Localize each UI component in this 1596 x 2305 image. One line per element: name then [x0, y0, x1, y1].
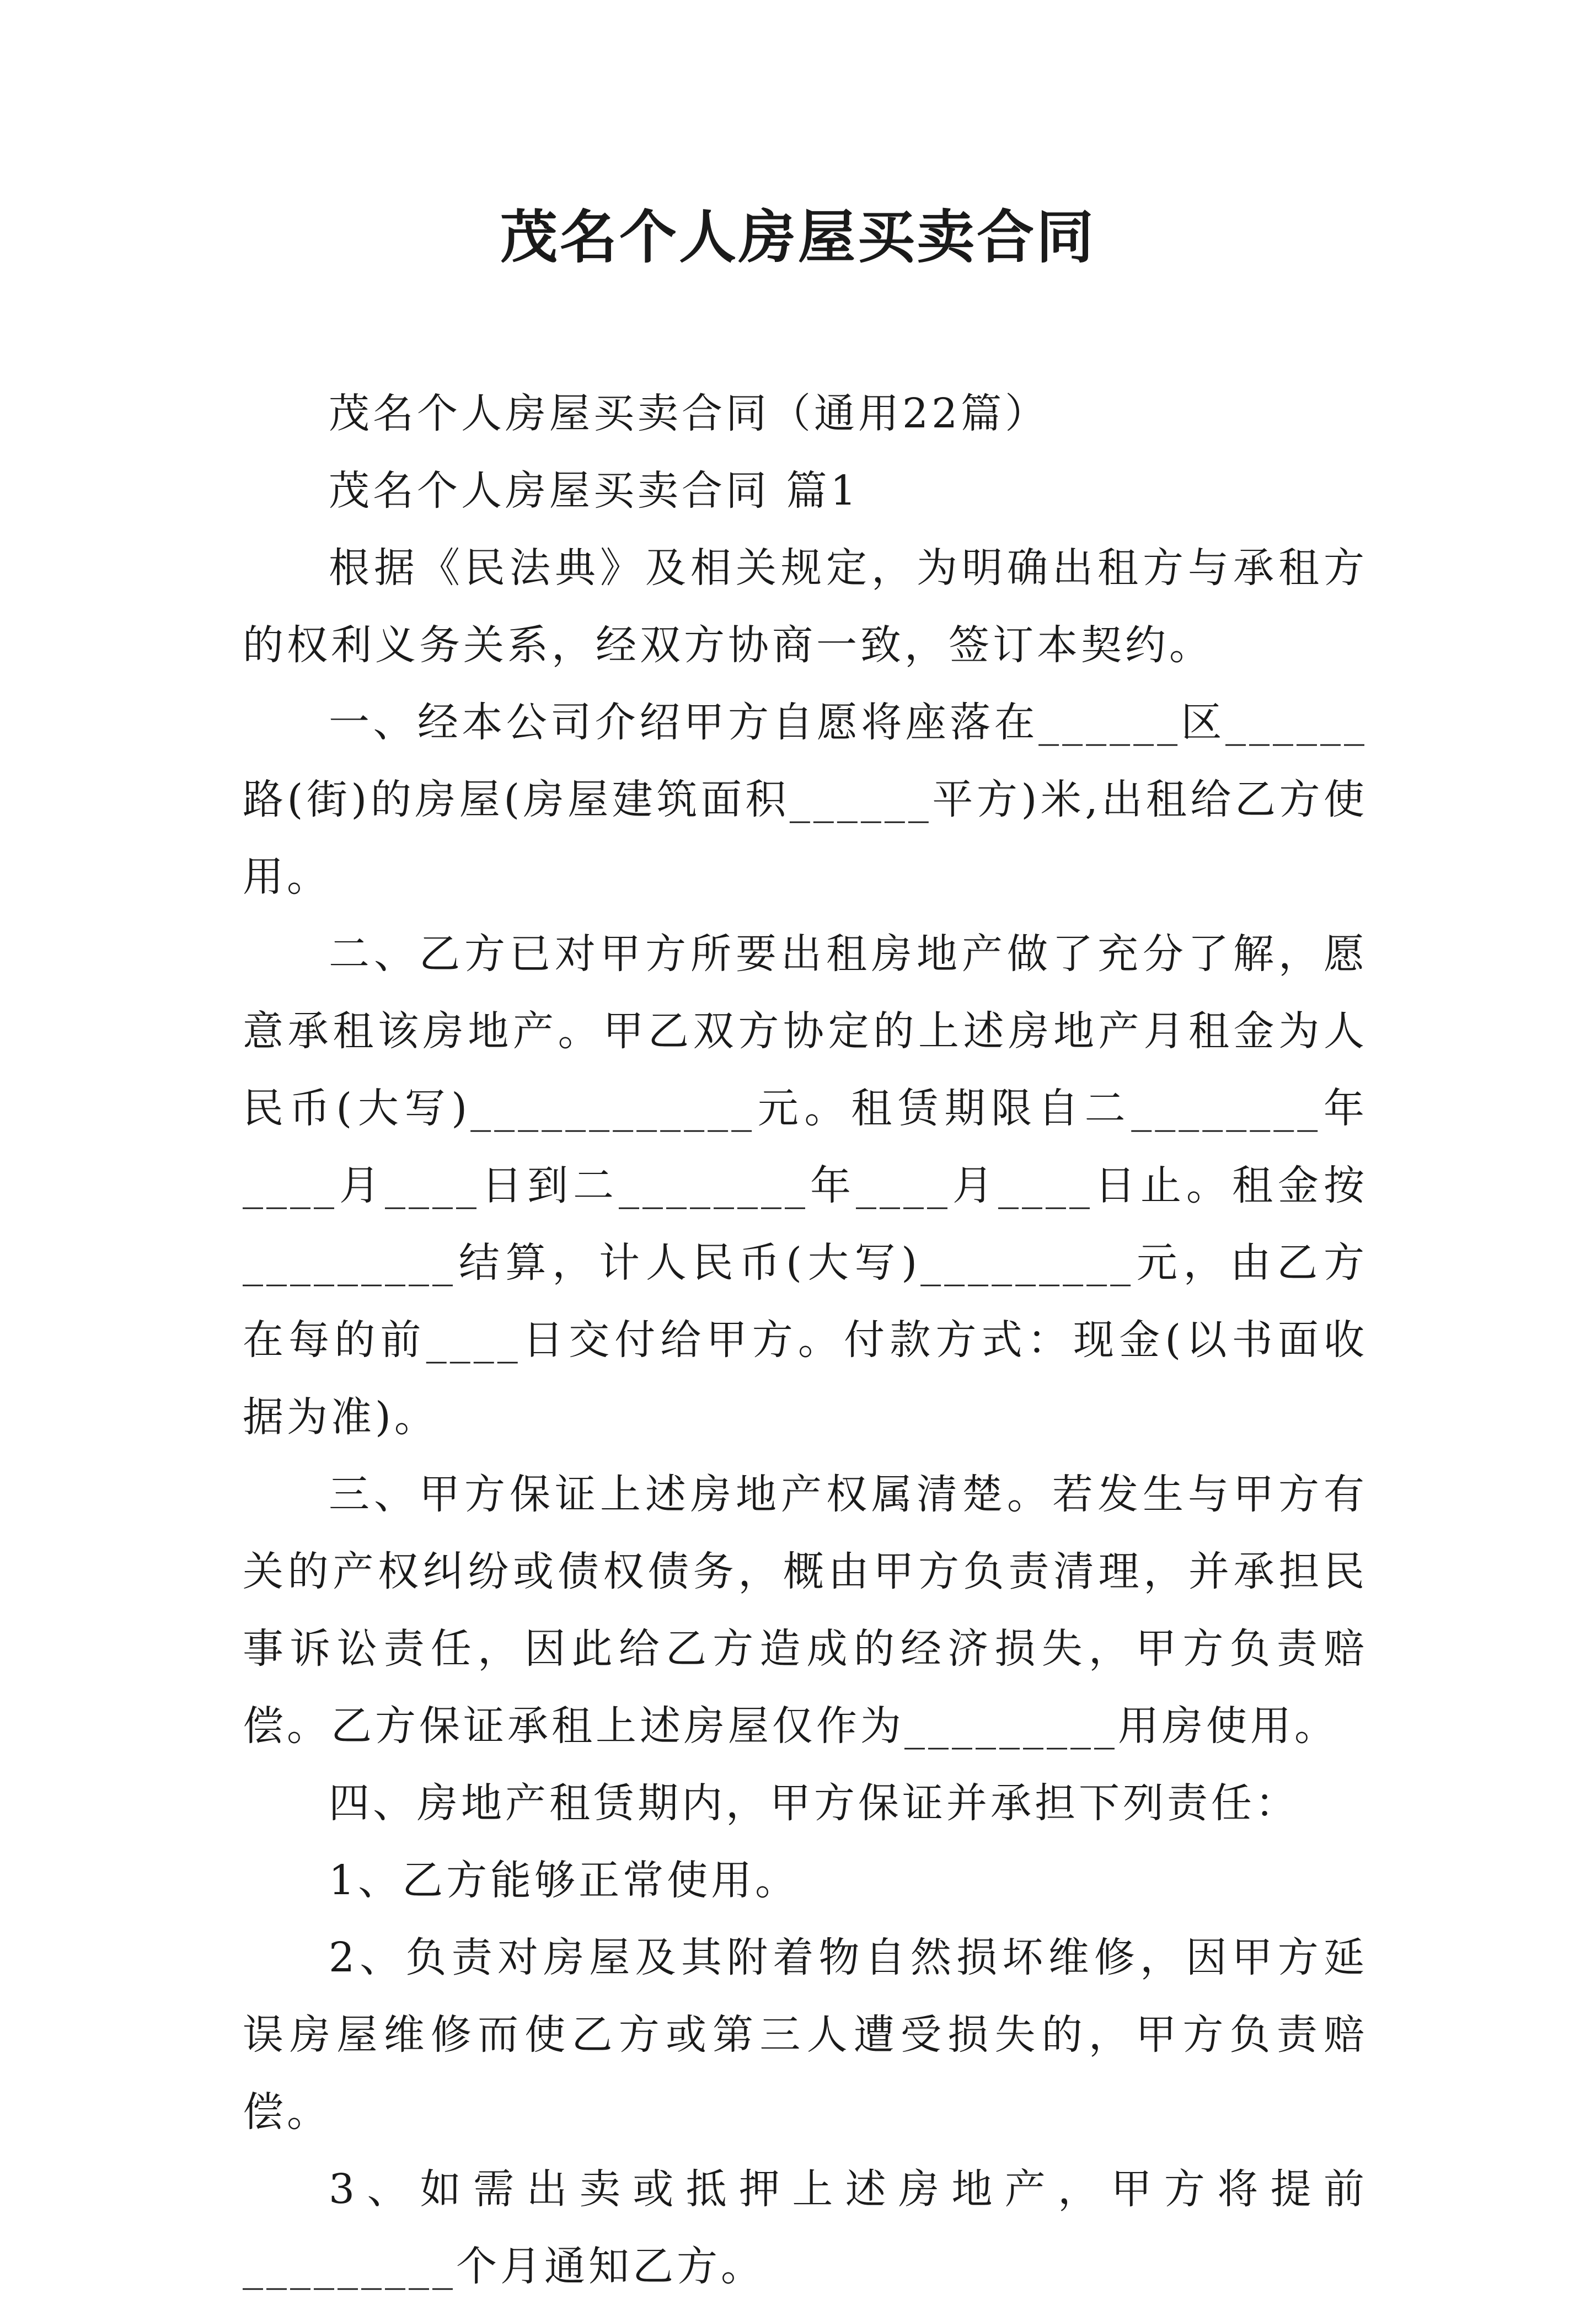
paragraph: 茂名个人房屋买卖合同 篇1	[329, 467, 860, 514]
paragraph: 一、经本公司介绍甲方自愿将座落在______区______路(街)的房屋(房屋建筑面积______平方)米,出租给乙方使用。	[243, 699, 1368, 900]
paragraph: 2、负责对房屋及其附着物自然损坏维修，因甲方延误房屋维修而使乙方或第三人遭受损失的，甲方负责赔偿。	[243, 1934, 1368, 2136]
paragraph: 四、房地产租赁期内，甲方保证并承担下列责任：	[329, 1779, 1299, 1827]
paragraph: 3、如需出卖或抵押上述房地产，甲方将提前_________个月通知乙方。	[243, 2165, 1368, 2290]
paragraph: 三、甲方保证上述房地产权属清楚。若发生与甲方有关的产权纠纷或债权债务，概由甲方负责清理，并承担民事诉讼责任，因此给乙方造成的经济损失，甲方负责赔偿。乙方保证承租上述房屋仅作为_________用房使用。	[243, 1471, 1368, 1750]
document-title: 茂名个人房屋买卖合同	[500, 203, 1096, 271]
document-body	[243, 375, 1368, 2305]
paragraph: 二、乙方已对甲方所要出租房地产做了充分了解，愿意承租该房地产。甲乙双方协定的上述房地产月租金为人民币(大写)____________元。租赁期限自二________年____月____日到二________年____月____日止。租金按_________结算，计人民币(大写)_________元，由乙方在每的前____日交付给甲方。付款方式：现金(以书面收据为准)。	[243, 930, 1368, 1441]
paragraph: 1、乙方能够正常使用。	[329, 1857, 800, 1904]
paragraph: 茂名个人房屋买卖合同（通用22篇）	[329, 390, 1049, 437]
paragraph: 根据《民法典》及相关规定，为明确出租方与承租方的权利义务关系，经双方协商一致，签订本契约。	[243, 544, 1368, 669]
